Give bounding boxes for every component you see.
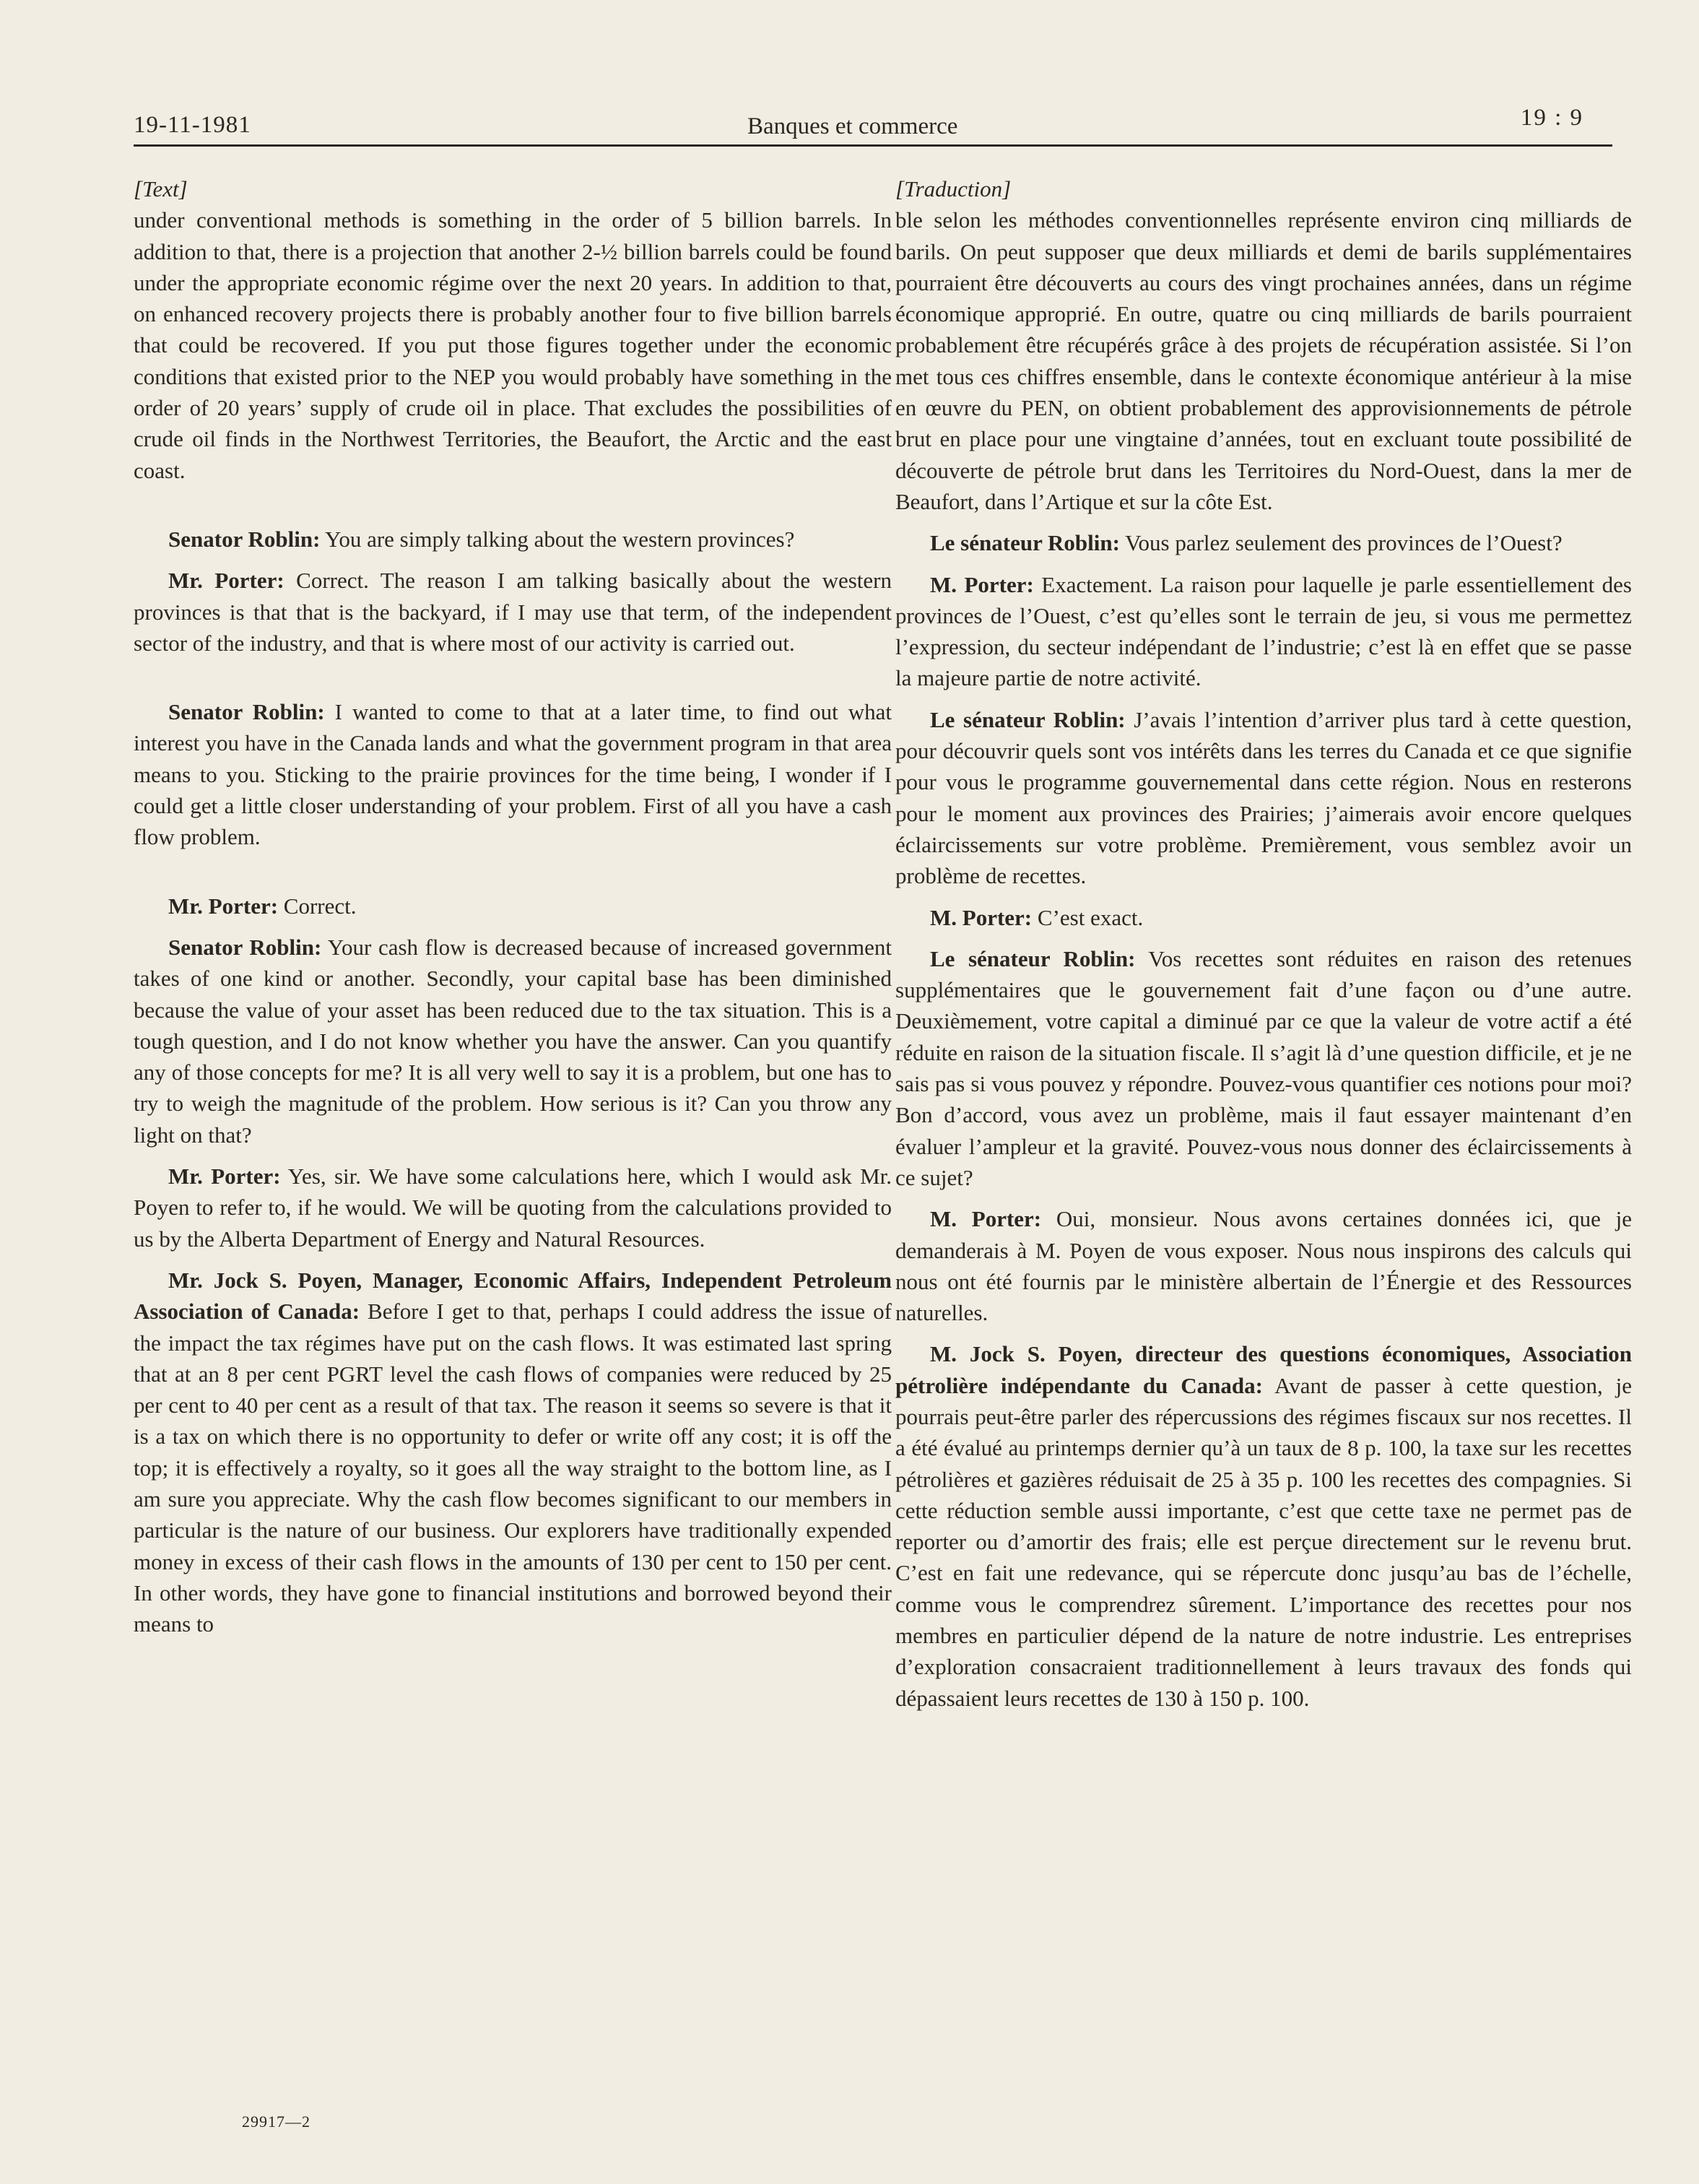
speaker-name: M. Porter:	[930, 1206, 1042, 1232]
paragraph	[134, 932, 892, 1150]
header-title: Banques et commerce	[747, 113, 958, 139]
speaker-name: M. Jock S. Poyen, directeur des questions économiques, Association pétrolière indépendante du Canada:	[895, 1341, 1632, 1398]
paragraph	[895, 902, 1632, 933]
paragraph	[895, 569, 1632, 694]
paragraph	[134, 1265, 892, 1640]
speech-text: I wanted to come to that at a later time, to find out what interest you have in the Canada lands and what the government program in that area means to you. Sticking to the prairie provinces for the time being, I wonder if I could get a little closer understanding of your problem. First of all you have a cash flow problem.	[134, 699, 892, 850]
column-label: [Text]	[134, 176, 188, 202]
speech-text: Avant de passer à cette question, je pourrais peut-être parler des répercussions des régimes fiscaux sur nos recettes. Il a été évalué au printemps dernier qu’à un taux de 8 p. 100, la taxe sur les recettes pétrolières et gazières réduisait de 25 à 35 p. 100 les recettes des compagnies. Si cette réduction semble aussi importante, c’est que cette taxe ne permet pas de reporter ou d’amortir des frais; elle est perçue directement sur le revenu brut. C’est en fait une redevance, qui se répercute donc jusqu’au bas de l’échelle, comme vous le comprendrez sûrement. L’importance des recettes pour nos membres en particulier dépend de la nature de notre industrie. Les entreprises d’exploration consacraient traditionnellement à leurs travaux des fonds qui dépassaient leurs recettes de 130 à 150 p. 100.	[895, 1372, 1632, 1711]
speaker-name: M. Porter:	[930, 904, 1033, 930]
speaker-name: Senator Roblin:	[168, 699, 325, 725]
page-header	[134, 87, 1612, 147]
paragraph: under conventional methods is something in the order of 5 billion barrels. In addition to that, there is a projection that another 2-½ billion barrels could be found under the appropriate economic régime over the next 20 years. In addition to that, on enhanced recovery projects there is probably another four to five billion barrels that could be recovered. If you put those figures together under the economic conditions that existed prior to the NEP you would probably have something in the order of 20 years’ supply of crude oil in place. That excludes the possibilities of crude oil finds in the Northwest Territories, the Beaufort, the Arctic and the east coast.	[134, 207, 892, 483]
speaker-name: M. Porter:	[930, 571, 1034, 597]
paragraph	[134, 890, 892, 922]
speaker-name: Mr. Porter:	[168, 1164, 281, 1190]
paragraph	[134, 696, 892, 852]
english-column	[134, 173, 892, 1639]
paragraph	[895, 527, 1632, 558]
speech-text: J’avais l’intention d’arriver plus tard à cette question, pour découvrir quels sont vos intérêts dans les terres du Canada et ce que signifie pour vous le programme gouvernemental dans cette région. Nous en resterons pour le moment aux provinces des Prairies; j’aimerais avoir encore quelques éclaircissements sur votre problème. Premièrement, vous semblez avoir un problème de recettes.	[895, 706, 1632, 889]
paragraph	[134, 524, 892, 555]
speaker-name: Senator Roblin:	[168, 526, 321, 552]
speech-text: Correct. The reason I am talking basically about the western provinces is that that is the backyard, if I may use that term, of the independent sector of the industry, and that is where most of our activity is carried out.	[134, 568, 892, 656]
column-label: [Traduction]	[895, 176, 1012, 202]
paragraph	[134, 1161, 892, 1254]
speech-text: Before I get to that, perhaps I could address the issue of the impact the tax régimes have put on the cash flows. It was estimated last spring that at an 8 per cent PGRT level the cash flows of companies were reduced by 25 per cent to 40 per cent as a result of that tax. The reason it seems so severe is that it is a tax on which there is no opportunity to defer or write off any cost; it is off the top; it is effectively a royalty, so it goes all the way straight to the bottom line, as I am sure you appreciate. Why the cash flow becomes significant to our members in particular is the nature of our business. Our explorers have traditionally expended money in excess of their cash flows in the amounts of 130 per cent to 150 per cent. In other words, they have gone to financial institutions and borrowed beyond their means to	[134, 1299, 892, 1637]
speaker-name: Le sénateur Roblin:	[930, 530, 1120, 556]
paragraph	[895, 943, 1632, 1193]
speaker-name: Mr. Porter:	[168, 893, 279, 919]
paragraph	[134, 565, 892, 659]
header-page-number: 19 : 9	[1520, 105, 1583, 131]
speech-text: Yes, sir. We have some calculations here, which I would ask Mr. Poyen to refer to, if he would. We will be quoting from the calculations provided to us by the Alberta Department of Energy and Natural Resources.	[134, 1164, 892, 1252]
paragraph	[895, 1338, 1632, 1714]
speaker-name: Le sénateur Roblin:	[930, 706, 1126, 732]
speech-text: Vos recettes sont réduites en raison des retenues supplémentaires que le gouvernement fait d’une façon ou d’une autre. Deuxièmement, votre capital a diminué par ce que la valeur de votre actif a été réduite en raison de la situation fiscale. Il s’agit là d’une question difficile, et je ne sais pas si vous pouvez y répondre. Pouvez-vous quantifier ces notions pour moi? Bon d’accord, vous avez un problème, mais il faut essayer maintenant d’en évaluer l’ampleur et la gravité. Pouvez-vous nous donner des éclaircissements à ce sujet?	[895, 945, 1632, 1190]
french-column	[895, 173, 1632, 1714]
footer-print-code: 29917—2	[242, 2112, 310, 2131]
speaker-name: Senator Roblin:	[168, 934, 322, 960]
paragraph	[895, 704, 1632, 892]
speaker-name: Le sénateur Roblin:	[930, 945, 1136, 971]
speech-text: C’est exact.	[1032, 904, 1144, 930]
paragraph: ble selon les méthodes conventionnelles représente environ cinq milliards de barils. On peut supposer que deux milliards et demi de barils supplémentaires pourraient être découverts au cours des vingt prochaines années, dans un régime économique approprié. En outre, quatre ou cinq milliards de barils pourraient probablement être récupérés grâce à des projets de récupération assistée. Si l’on met tous ces chiffres ensemble, dans le contexte économique antérieur à la mise en œuvre du PEN, on obtient probablement des approvisionnements de pétrole brut en place pour une vingtaine d’années, tout en excluant toute possibilité de découverte de pétrole brut dans les Territoires du Nord-Ouest, dans la mer de Beaufort, dans l’Artique et sur la côte Est.	[895, 207, 1632, 514]
speech-text: You are simply talking about the western provinces?	[320, 526, 795, 552]
header-date: 19-11-1981	[134, 112, 251, 138]
speech-text: Correct.	[278, 893, 357, 919]
speech-text: Oui, monsieur. Nous avons certaines données ici, que je demanderais à M. Poyen de vous exposer. Nous nous inspirons des calculs qui nous ont été fournis par le ministère albertain de l’Énergie et des Ressources naturelles.	[895, 1206, 1632, 1326]
paragraph	[895, 1203, 1632, 1328]
speech-text: Your cash flow is decreased because of increased government takes of one kind or another. Secondly, your capital base has been diminished because the value of your asset has been reduced due to the tax situation. This is a tough question, and I do not know whether you have the answer. Can you quantify any of those concepts for me? It is all very well to say it is a problem, but one has to try to weigh the magnitude of the problem. How serious is it? Can you throw any light on that?	[134, 934, 892, 1148]
speech-text: Vous parlez seulement des provinces de l’Ouest?	[1119, 530, 1563, 556]
speaker-name: Mr. Porter:	[168, 568, 284, 594]
speech-text: Exactement. La raison pour laquelle je parle essentiellement des provinces de l’Ouest, c’est qu’elles sont le terrain de jeu, si vous me permettez l’expression, du secteur indépendant de l’industrie; c’est là en effet que se passe la majeure partie de notre activité.	[895, 571, 1632, 691]
speaker-name: Mr. Jock S. Poyen, Manager, Economic Affairs, Independent Petroleum Association of Canada:	[134, 1267, 892, 1325]
